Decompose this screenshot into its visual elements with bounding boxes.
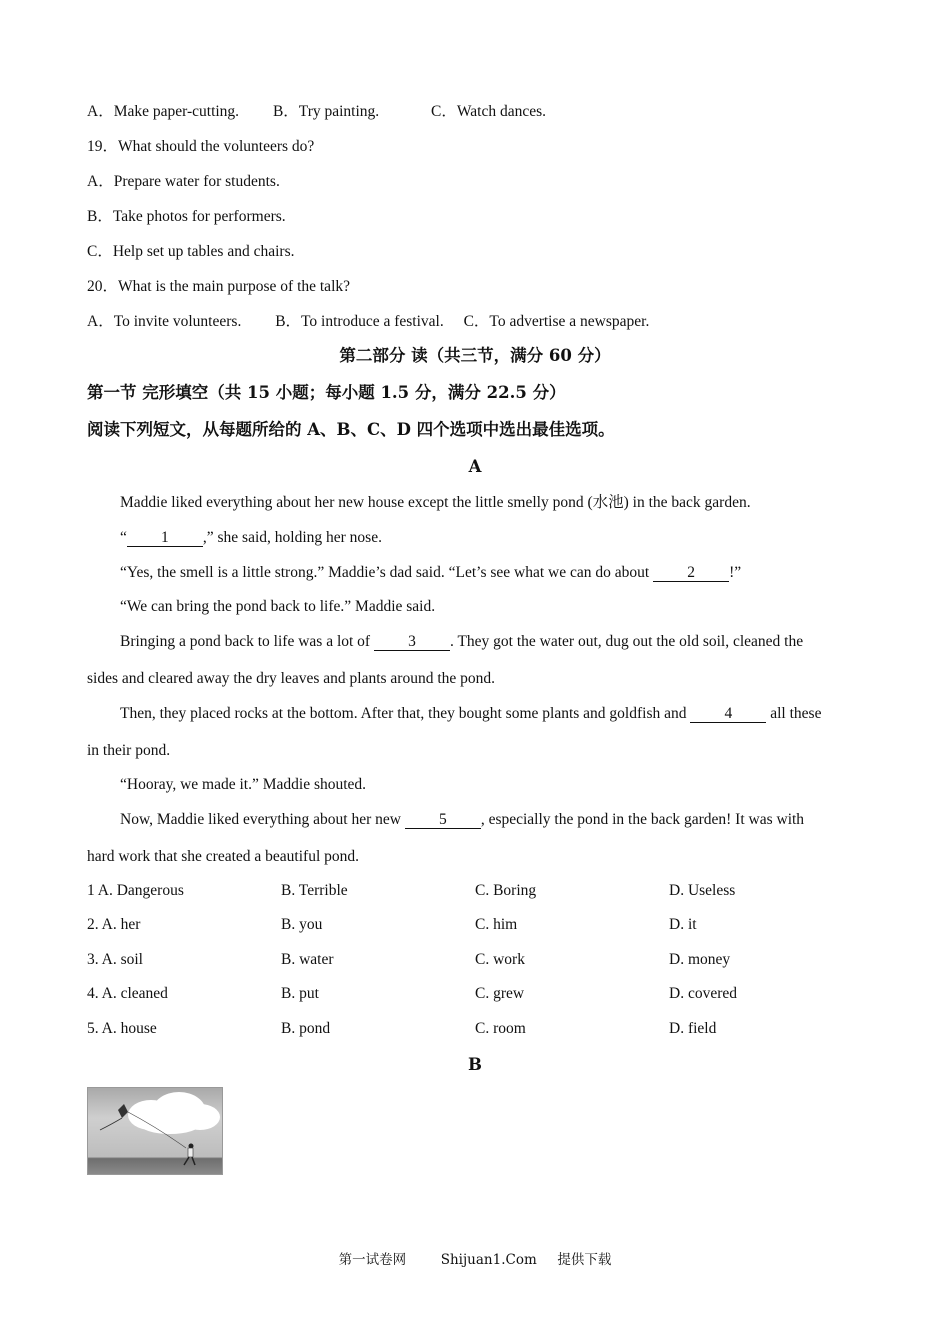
q20-stem: 20．What is the main purpose of the talk? [87, 278, 351, 295]
passage-a-p8-cont: hard work that she created a beautiful pond. [87, 848, 360, 865]
footer-note: 提供下载 [557, 1252, 612, 1268]
blank-4: 4 [690, 705, 766, 723]
kite-tail [100, 1118, 122, 1130]
passage-a-p5-cont: sides and cleared away the dry leaves and plants around the pond. [87, 670, 496, 687]
footer-site: 第一试卷网 [338, 1252, 407, 1268]
passage-a-p3 [120, 563, 741, 583]
passage-a-heading: A [468, 457, 482, 476]
person-body [188, 1148, 193, 1157]
q20-options [87, 312, 649, 332]
blank-3: 3 [374, 633, 450, 651]
q19-option-c: C．Help set up tables and chairs. [87, 243, 295, 260]
option-4d: D. covered [669, 985, 737, 1002]
footer [0, 1248, 950, 1268]
passage-a-p1: Maddie liked everything about her new house except the little smelly pond (水池) in the back garden. [120, 494, 751, 511]
p8-text-end: , especially the pond in the back garden! It was with [480, 811, 805, 828]
part2-title: 第二部分 读（共三节，满分 60 分） [339, 346, 611, 365]
option-4c: C. grew [475, 985, 525, 1002]
kite-scene [88, 1088, 222, 1174]
instruction: 阅读下列短文，从每题所给的 A、B、C、D 四个选项中选出最佳选项。 [87, 420, 615, 439]
option-3c: C. work [475, 951, 525, 968]
option-2c: C. him [475, 916, 518, 933]
footer-domain[interactable]: Shijuan1.Com [440, 1252, 537, 1268]
q20-option-b: B．To introduce a festival. [275, 313, 444, 330]
option-3d: D. money [669, 951, 731, 968]
option-2a: 2. A. her [87, 916, 141, 933]
q19-option-a: A．Prepare water for students. [87, 173, 280, 190]
blank-5: 5 [405, 811, 481, 829]
kite-photo [87, 1087, 223, 1175]
p2-text: “ [120, 529, 127, 546]
q19-stem: 19．What should the volunteers do? [87, 138, 315, 155]
p3-text: “Yes, the smell is a little strong.” Maddie’s dad said. “Let’s see what we can do about [120, 564, 654, 581]
option-1b: B. Terrible [281, 882, 348, 899]
p3-text-end: !” [729, 564, 742, 581]
option-4b: B. put [281, 985, 319, 1002]
option-5c: C. room [475, 1020, 526, 1037]
option-2b: B. you [281, 916, 323, 933]
option-1a: 1 A. Dangerous [87, 882, 184, 899]
q20-option-c: C．To advertise a newspaper. [463, 313, 650, 330]
kite-icon [118, 1104, 128, 1118]
p5-text-end: . They got the water out, dug out the old soil, cleaned the [449, 633, 804, 650]
option-4a: 4. A. cleaned [87, 985, 168, 1002]
option-1d: D. Useless [669, 882, 736, 899]
passage-b-heading: B [468, 1055, 482, 1074]
p6-text-end: all these [766, 705, 822, 722]
blank-1: 1 [127, 529, 203, 547]
kite-string [128, 1112, 186, 1148]
q18-options [87, 102, 546, 122]
blank-2: 2 [653, 564, 729, 582]
passage-a-p4: “We can bring the pond back to life.” Maddie said. [120, 598, 436, 615]
passage-a-p5 [120, 632, 803, 652]
option-3b: B. water [281, 951, 334, 968]
p2-text-end: ,” she said, holding her nose. [202, 529, 382, 546]
q20-option-a: A．To invite volunteers. [87, 313, 242, 330]
option-1c: C. Boring [475, 882, 537, 899]
option-3a: 3. A. soil [87, 951, 143, 968]
q19-option-b: B．Take photos for performers. [87, 208, 286, 225]
p6-text: Then, they placed rocks at the bottom. After that, they bought some plants and goldfish and [120, 705, 691, 722]
passage-a-p6 [120, 704, 821, 724]
option-5d: D. field [669, 1020, 717, 1037]
passage-a-p8 [120, 810, 804, 830]
q18-option-b: B．Try painting. [272, 103, 380, 120]
passage-a-p2 [120, 528, 382, 548]
section1-title: 第一节 完形填空（共 15 小题；每小题 1.5 分，满分 22.5 分） [87, 383, 566, 402]
p8-text: Now, Maddie liked everything about her new [120, 811, 405, 828]
p5-text: Bringing a pond back to life was a lot of [120, 633, 374, 650]
passage-a-p7: “Hooray, we made it.” Maddie shouted. [120, 776, 367, 793]
option-2d: D. it [669, 916, 697, 933]
person-legs [184, 1157, 195, 1165]
option-5b: B. pond [281, 1020, 331, 1037]
q18-option-a: A．Make paper-cutting. [87, 103, 240, 120]
q18-option-c: C．Watch dances. [431, 103, 547, 120]
passage-a-p6-cont: in their pond. [87, 742, 171, 759]
option-5a: 5. A. house [87, 1020, 157, 1037]
